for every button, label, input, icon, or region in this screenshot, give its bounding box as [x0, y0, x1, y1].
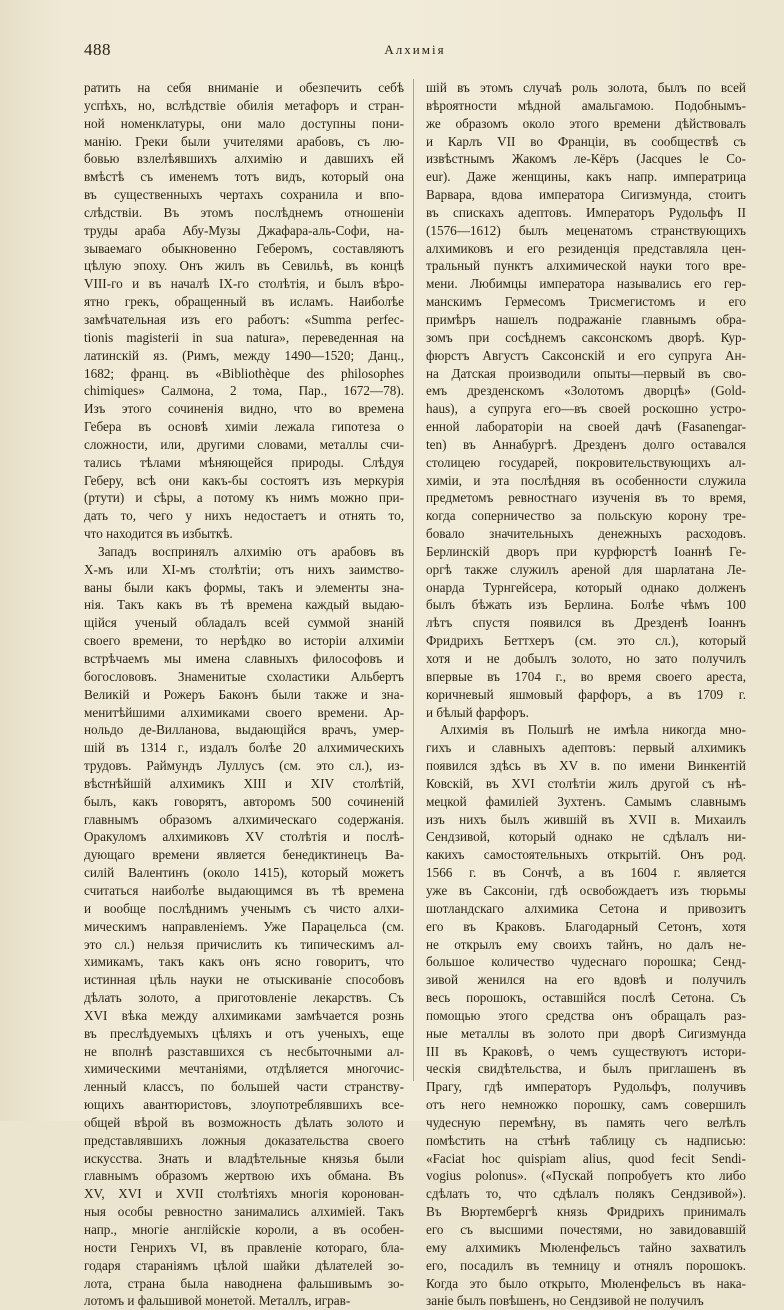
- text-line: (ртути) и сѣры, а потому къ нимъ можно при-: [84, 490, 404, 506]
- text-line: богослововъ. Знаменитые схоластики Альбертъ: [84, 668, 404, 684]
- text-line: латинскій яз. (Римъ, между 1490—1520; Данц.,: [84, 347, 404, 363]
- text-line: ятно грекъ, обращенный въ исламъ. Наиболѣе: [84, 294, 404, 310]
- text-line: вѣстнѣйшій алхимикъ XIII и XIV столѣтій,: [84, 775, 404, 791]
- text-line: его въ Краковъ. Благодарный Сетонъ, хотя: [426, 918, 746, 934]
- text-line: дѣлать золото, а приготовленіе лекарствъ. Съ: [84, 990, 404, 1006]
- text-line: ной номенклатуры, они мало доступны пони-: [84, 115, 404, 131]
- text-line: какихъ самостоятельныхъ открытій. Онъ род.: [426, 847, 746, 863]
- text-line: зивой женился на его вдовѣ и получилъ: [426, 972, 746, 988]
- text-line: трудовъ. Раймундъ Луллусъ (см. это сл.), из-: [84, 758, 404, 774]
- text-line: впервые въ 1704 г., во время своего ареста,: [426, 668, 746, 684]
- text-line: когда соперничество за польскую корону тре-: [426, 508, 746, 524]
- text-line: большое количество чудеснаго порошка; Сенд-: [426, 954, 746, 970]
- text-line: III въ Краковѣ, о чемъ существуютъ истори-: [426, 1043, 746, 1059]
- text-line: тральный пунктъ алхимической науки того вре-: [426, 258, 746, 274]
- text-line: лѣтъ спустя появился въ Дрезденѣ Іоаннъ: [426, 615, 746, 631]
- text-line: eur). Даже женщины, какъ напр. императрица: [426, 169, 746, 185]
- text-line: X-мъ или XI-мъ столѣтіи; отъ нихъ заимство-: [84, 561, 404, 577]
- text-line: Западъ воспринялъ алхимію отъ арабовъ въ: [98, 543, 404, 559]
- text-line: тались тѣлами мѣняющейся природы. Слѣдуя: [84, 454, 404, 470]
- text-line: былъ бѣжать изъ Берлина. Болѣе чѣмъ 100: [426, 597, 746, 613]
- text-line: оргѣ также служилъ ареной для шарлатана Ле-: [426, 561, 746, 577]
- text-line: главнымъ образомъ алхимическаго содержанія.: [84, 811, 404, 827]
- text-line: фюрстъ Августъ Саксонскій и его супруга Ан-: [426, 347, 746, 363]
- text-line: дать то, чего у нихъ недостаетъ и отнять то,: [84, 508, 404, 524]
- text-line: Алхимія въ Польшѣ не имѣла никогда мно-: [440, 722, 746, 738]
- text-line: чудесную перемѣну, въ память чего велѣлъ: [426, 1114, 746, 1130]
- text-line: haus), а супруга его—въ своей роскошно устро-: [426, 401, 746, 417]
- page-number: 488: [84, 40, 111, 59]
- text-line: его, посадилъ въ темницу и отнялъ порошокъ.: [426, 1257, 746, 1273]
- text-line: енной лабораторіи на своей дачѣ (Fasanengar-: [426, 419, 746, 435]
- text-line: помощью этого средства онъ обращалъ раз-: [426, 1007, 746, 1023]
- text-line: появился здѣсь въ XV в. по имени Винкентій: [426, 758, 746, 774]
- text-line: годаря стараніямъ цѣлой шайки дѣлателей зо-: [84, 1257, 404, 1273]
- text-line: и бѣлый фарфоръ.: [426, 704, 529, 720]
- text-line: (1576—1612) былъ меценатомъ странствующихъ: [426, 222, 746, 238]
- text-line: бовало значительныхъ денежныхъ расходовъ.: [426, 526, 746, 542]
- text-line: химикамъ, такъ какъ онъ ясно говоритъ, что: [84, 954, 404, 970]
- text-line: труды араба Абу-Музы Джафара-аль-Софи, на-: [84, 222, 404, 238]
- text-line: цѣлую эпоху. Онъ жилъ въ Севильѣ, въ концѣ: [84, 258, 404, 274]
- text-line: нольдо де-Вилланова, выдающійся врачъ, умер-: [84, 722, 404, 738]
- text-line: ческія свидѣтельства, и былъ приглашенъ въ: [426, 1061, 746, 1077]
- text-line: Въ Вюртембергѣ князь Фридрихъ принималъ: [426, 1204, 746, 1220]
- text-line: заніе былъ повѣшенъ, но Сендзивой не получилъ: [426, 1293, 704, 1309]
- text-line: главнымъ образомъ жертвою ихъ обмана. Въ: [84, 1168, 404, 1184]
- text-line: весь порошокъ, оставшійся послѣ Сетона. Съ: [426, 990, 746, 1006]
- text-line: нія. Такъ какъ въ тѣ времена каждый выдаю-: [84, 597, 404, 613]
- text-line: Берлинскій дворъ при курфюрстѣ Іоаннѣ Ге-: [426, 543, 746, 559]
- text-line: мическимъ направленіемъ. Уже Парацельса (см.: [84, 918, 404, 934]
- text-line: отъ него немножко порошку, самъ совершилъ: [426, 1097, 746, 1113]
- text-line: представлявшихъ ложныя доказательства своего: [84, 1132, 404, 1148]
- text-line: tionis magisterii in sua natura», переведенная на: [84, 329, 404, 345]
- text-line: Фридрихъ Беттхеръ (см. это сл.), который: [426, 633, 746, 649]
- text-line: искусства. Знать и владѣтельные князья были: [84, 1150, 404, 1166]
- text-line: на Датская производили опыты—первый въ сво-: [426, 365, 746, 381]
- text-line: алхимиковъ и его резиденція представляла цен-: [426, 240, 746, 256]
- text-line: Изъ этого сочиненія видно, что во времена: [84, 401, 404, 417]
- text-line: помѣстить на стѣнѣ таблицу съ надписью:: [426, 1132, 746, 1148]
- text-line: Когда это было открыто, Мюленфельсъ въ нака-: [426, 1275, 746, 1291]
- text-line: бовью взлелѣявшихъ алхимію и давшихъ ей: [84, 151, 404, 167]
- text-line: что находится въ избыткѣ.: [84, 526, 233, 542]
- text-line: и вообще послѣднимъ ученымъ съ чисто алхи-: [84, 900, 404, 916]
- text-line: вмѣстѣ съ именемъ тотъ видъ, который она: [84, 169, 404, 185]
- text-line: общей вѣрой въ возможность дѣлать золото и: [84, 1114, 404, 1130]
- text-line: гихъ и славныхъ адептовъ: первый алхимикъ: [426, 740, 746, 756]
- text-line: VIII-го и въ началѣ IX-го столѣтія, и былъ вѣро-: [84, 276, 404, 292]
- text-line: онарда Турнгейсера, который однако долженъ: [426, 579, 746, 595]
- text-line: столицею государей, покровительствующихъ ал-: [426, 454, 746, 470]
- text-line: Геберу, всѣ они какъ-бы состоятъ изъ меркурія: [84, 472, 404, 488]
- text-line: шій въ этомъ случаѣ роль золота, былъ по всей: [426, 80, 746, 95]
- text-line: не открылъ ему своихъ тайнъ, но далъ не-: [426, 936, 746, 952]
- text-line: шотландскаго алхимика Сетона и привозитъ: [426, 900, 746, 916]
- text-line: замѣчательная изъ его работъ: «Summa perfec-: [84, 311, 404, 327]
- text-line: Сендзивой, который однако не сдѣлалъ ни-: [426, 829, 746, 845]
- text-line: въ преслѣдуемыхъ цѣляхъ и отъ ученыхъ, еще: [84, 1025, 404, 1041]
- text-line: Оракуломъ алхимиковъ XV столѣтія и послѣ-: [84, 829, 404, 845]
- text-line: въ существенныхъ чертахъ сохранила и впо-: [84, 187, 404, 203]
- text-line: уже въ Саксоніи, гдѣ освобождаетъ изъ тюрьмы: [426, 882, 746, 898]
- text-line: ten) въ Аннабургѣ. Дрезденъ долго оставался: [426, 436, 746, 452]
- text-line: сложности, или, другими словами, металлы счи-: [84, 436, 404, 452]
- text-line: встрѣчаемъ мы имена славныхъ философовъ и: [84, 651, 404, 666]
- text-line: изъ нихъ былъ жившій въ XVII в. Михаилъ: [426, 811, 746, 827]
- text-line: емъ дрезденскомъ «Золотомъ дворцѣ» (Gold-: [426, 383, 746, 399]
- text-line: ратить на себя вниманіе и обезпечить себѣ: [84, 80, 404, 95]
- text-line: былъ, какъ говорятъ, авторомъ 500 сочиненій: [84, 793, 404, 809]
- text-line: ваны были какъ формы, такъ и элементы зна-: [84, 579, 404, 595]
- text-line: Великій и Рожеръ Баконъ были также и зна-: [84, 686, 404, 702]
- text-line: шій въ 1314 г., издалъ болѣе 20 алхимическихъ: [84, 740, 404, 756]
- text-line: мецкой фамиліей Зухтенъ. Самымъ славнымъ: [426, 793, 746, 809]
- text-line: вѣроятности мѣдной амальгамою. Подобнымъ-: [426, 97, 746, 113]
- text-line: Варвара, вдова императора Сигизмунда, стоитъ: [426, 187, 746, 203]
- text-line: манскимъ Гермесомъ Трисмегистомъ и его: [426, 294, 746, 310]
- text-line: щійся ученый обладалъ всей суммой знаній: [84, 615, 404, 631]
- text-line: XVI вѣка между алхимиками замѣчается рознь: [84, 1007, 404, 1023]
- text-line: своего времени, то нерѣдко во исторіи алхиміи: [84, 633, 404, 649]
- text-line: менитѣйшими алхимиками своего времени. Ар-: [84, 704, 404, 720]
- text-line: ющихъ авантюристовъ, злоупотреблявшихъ все-: [84, 1097, 404, 1113]
- text-line: хотя и не добылъ золото, но зато получилъ: [426, 651, 746, 666]
- text-line: ему алхимикъ Мюленфельсъ тайно захватилъ: [426, 1239, 746, 1255]
- text-line: химическими мечтаніями, отдѣляется многочис-: [84, 1061, 404, 1077]
- left-text-column: [84, 79, 404, 1310]
- text-line: дующаго времени является бенедиктинецъ Ва-: [84, 847, 404, 863]
- text-line: коричневый яшмовый фарфоръ, а въ 1709 г.: [426, 686, 746, 702]
- text-line: истинная цѣль науки не отыскиваніе способовъ: [84, 972, 404, 988]
- text-line: слѣдствіи. Въ этомъ послѣднемъ отношеніи: [84, 204, 404, 220]
- text-line: считаться наиболѣе выдающимся въ тѣ времена: [84, 882, 404, 898]
- text-line: лота, страна была наводнена фальшивымъ зо-: [84, 1275, 404, 1291]
- text-line: это сл.) нельзя причислить къ типическимъ ал-: [84, 936, 404, 952]
- text-line: ности Генрихъ VI, въ правленіе котораго, бла-: [84, 1239, 404, 1255]
- text-line: 1682; франц. въ «Bibliothèque des philosophes: [84, 365, 404, 381]
- text-line: мени. Любимцы императора назывались его гер-: [426, 276, 746, 292]
- text-line: примѣръ нашелъ подражаніе главнымъ обра-: [426, 311, 746, 327]
- text-line: vogius polonus». («Пускай попробуетъ кто либо: [426, 1168, 746, 1184]
- text-line: зомъ при сосѣднемъ саксонскомъ дворѣ. Кур-: [426, 329, 746, 345]
- text-line: его съ высшими почестями, но завидовавшій: [426, 1222, 746, 1237]
- text-line: въ спискахъ адептовъ. Императоръ Рудольфъ II: [426, 204, 746, 220]
- text-line: же образомъ около этого времени дѣйствовалъ: [426, 115, 746, 131]
- text-line: Ковскій, въ XVI столѣтіи жилъ другой съ нѣ-: [426, 775, 746, 791]
- text-line: Прагу, гдѣ императоръ Рудольфъ, получивъ: [426, 1079, 746, 1095]
- text-line: напр., многіе англійскіе короли, а въ особен-: [84, 1222, 404, 1237]
- text-line: силій Валентинъ (около 1415), который можетъ: [84, 865, 404, 881]
- text-line: успѣхъ, но, вслѣдствіе обилія метафоръ и стран-: [84, 97, 404, 113]
- text-line: сдѣлать то, что сдѣлалъ полякъ Сендзивой»).: [426, 1186, 746, 1202]
- running-head: [84, 40, 746, 64]
- text-line: извѣстнымъ Жакомъ ле-Кёръ (Jacques le Co-: [426, 151, 746, 167]
- text-line: XV, XVI и XVII столѣтіяхъ многія коронован-: [84, 1186, 404, 1202]
- column-divider: [413, 79, 414, 1081]
- text-line: зываемаго обыкновенно Геберомъ, составляютъ: [84, 240, 404, 256]
- text-line: ныя особы ревностно занимались алхиміей. Такъ: [84, 1204, 404, 1220]
- text-line: 1566 г. въ Сончѣ, а въ 1604 г. является: [426, 865, 746, 881]
- text-line: предметомъ ревностнаго изученія въ то время,: [426, 490, 746, 506]
- text-line: не вполнѣ разставшихся съ несбыточными ал-: [84, 1043, 404, 1059]
- text-line: ные металлы въ золото при дворѣ Сигизмунда: [426, 1025, 746, 1041]
- text-line: манію. Греки были учителями арабовъ, съ лю-: [84, 133, 404, 149]
- text-line: лотомъ и фальшивой монетой. Металлъ, играв-: [84, 1293, 351, 1309]
- text-line: ленный классъ, по большей части странству-: [84, 1079, 404, 1095]
- text-line: chimiques» Салмона, 2 тома, Пар., 1672—78).: [84, 383, 404, 399]
- text-line: «Faciat hoc quispiam alius, quod fecit Sendi-: [426, 1150, 746, 1166]
- right-text-column: [426, 79, 746, 1310]
- text-line: химіи, и эта послѣдняя въ особенности служила: [426, 472, 746, 488]
- text-line: Гебера въ основѣ химіи лежала гипотеза о: [84, 419, 404, 435]
- text-line: и Карлъ VII во Франціи, въ сообществѣ съ: [426, 133, 746, 149]
- section-title: Алхимія: [384, 42, 446, 57]
